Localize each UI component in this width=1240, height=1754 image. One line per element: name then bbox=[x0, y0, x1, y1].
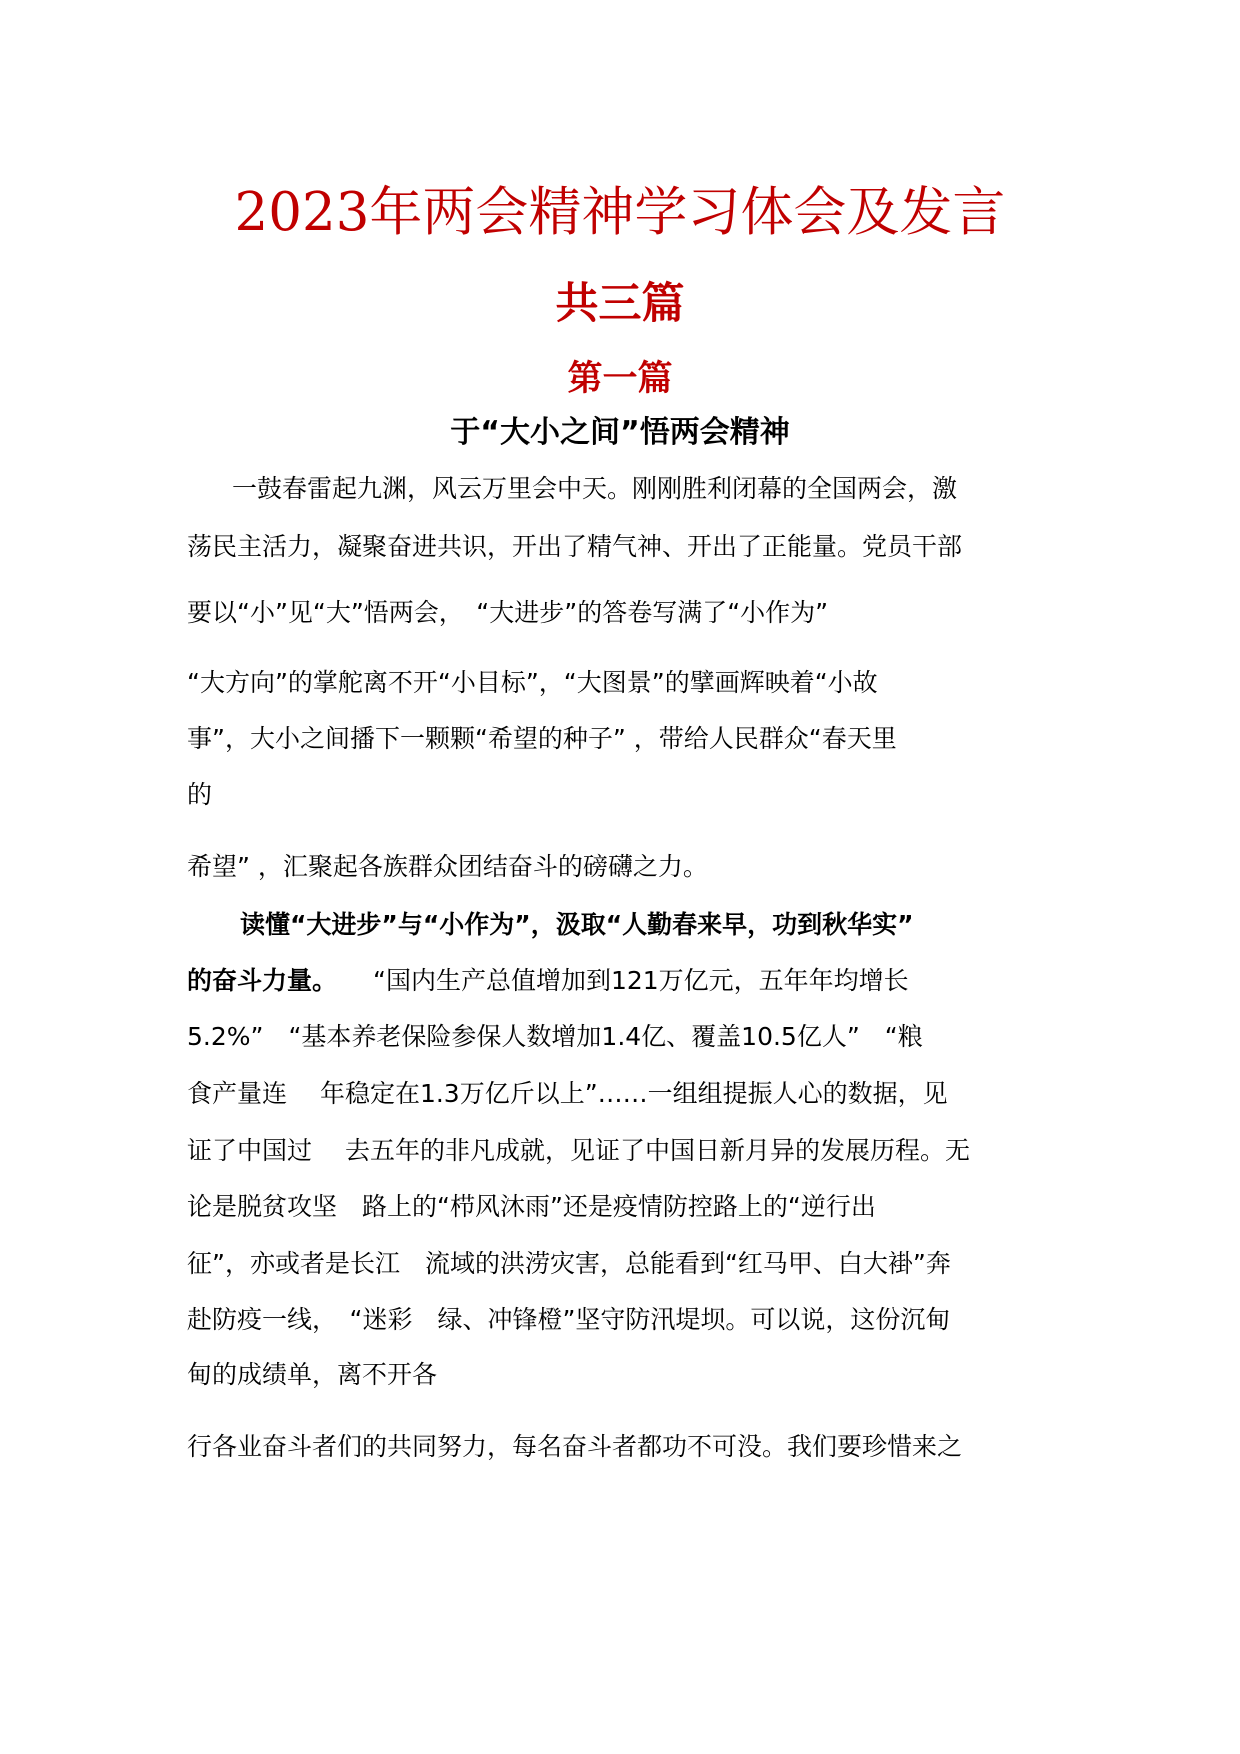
body-line: 的 bbox=[187, 780, 213, 809]
body-text: “国内生产总值增加到121万亿元，五年年均增长 bbox=[373, 966, 909, 995]
body-line: 赴防疫一线， “迷彩 绿、冲锋橙”坚守防汛堤坝。可以说，这份沉甸 bbox=[187, 1305, 951, 1334]
document-title: 2023年两会精神学习体会及发言 bbox=[234, 182, 1006, 243]
bold-lead-line: 读懂“大进步”与“小作为”，汲取“人勤春来早，功到秋华实” bbox=[240, 910, 914, 939]
body-line: 要以“小”见“大”悟两会， “大进步”的答卷写满了“小作为” bbox=[187, 598, 829, 627]
body-line-mixed bbox=[187, 964, 909, 998]
body-line: 5.2%” “基本养老保险参保人数增加1.4亿、覆盖10.5亿人” “粮 bbox=[187, 1022, 923, 1051]
body-line: 事”，大小之间播下一颗颗“希望的种子” ，带给人民群众“春天里 bbox=[187, 724, 897, 753]
body-line: 荡民主活力，凝聚奋进共识，开出了精气神、开出了正能量。党员干部 bbox=[187, 532, 963, 561]
section-heading: 于“大小之间”悟两会精神 bbox=[450, 415, 790, 450]
bold-lead-text: 的奋斗力量。 bbox=[187, 966, 338, 995]
body-line: 希望” ，汇聚起各族群众团结奋斗的磅礴之力。 bbox=[187, 852, 708, 881]
part-label: 第一篇 bbox=[567, 358, 673, 399]
document-subtitle: 共三篇 bbox=[555, 279, 685, 329]
body-line: 论是脱贫攻坚 路上的“栉风沐雨”还是疫情防控路上的“逆行出 bbox=[187, 1192, 876, 1221]
body-line: “大方向”的掌舵离不开“小目标”，“大图景”的擘画辉映着“小故 bbox=[187, 668, 878, 697]
body-line: 证了中国过 去五年的非凡成就，见证了中国日新月异的发展历程。无 bbox=[187, 1136, 970, 1165]
body-line: 食产量连 年稳定在1.3万亿斤以上”……一组组提振人心的数据，见 bbox=[187, 1079, 948, 1108]
body-line: 甸的成绩单，离不开各 bbox=[187, 1360, 438, 1389]
body-line: 行各业奋斗者们的共同努力，每名奋斗者都功不可没。我们要珍惜来之 bbox=[187, 1432, 963, 1461]
body-line: 征”，亦或者是长江 流域的洪涝灾害，总能看到“红马甲、白大褂”奔 bbox=[187, 1249, 951, 1278]
body-line: 一鼓春雷起九渊，风云万里会中天。刚刚胜利闭幕的全国两会，激 bbox=[232, 474, 958, 503]
